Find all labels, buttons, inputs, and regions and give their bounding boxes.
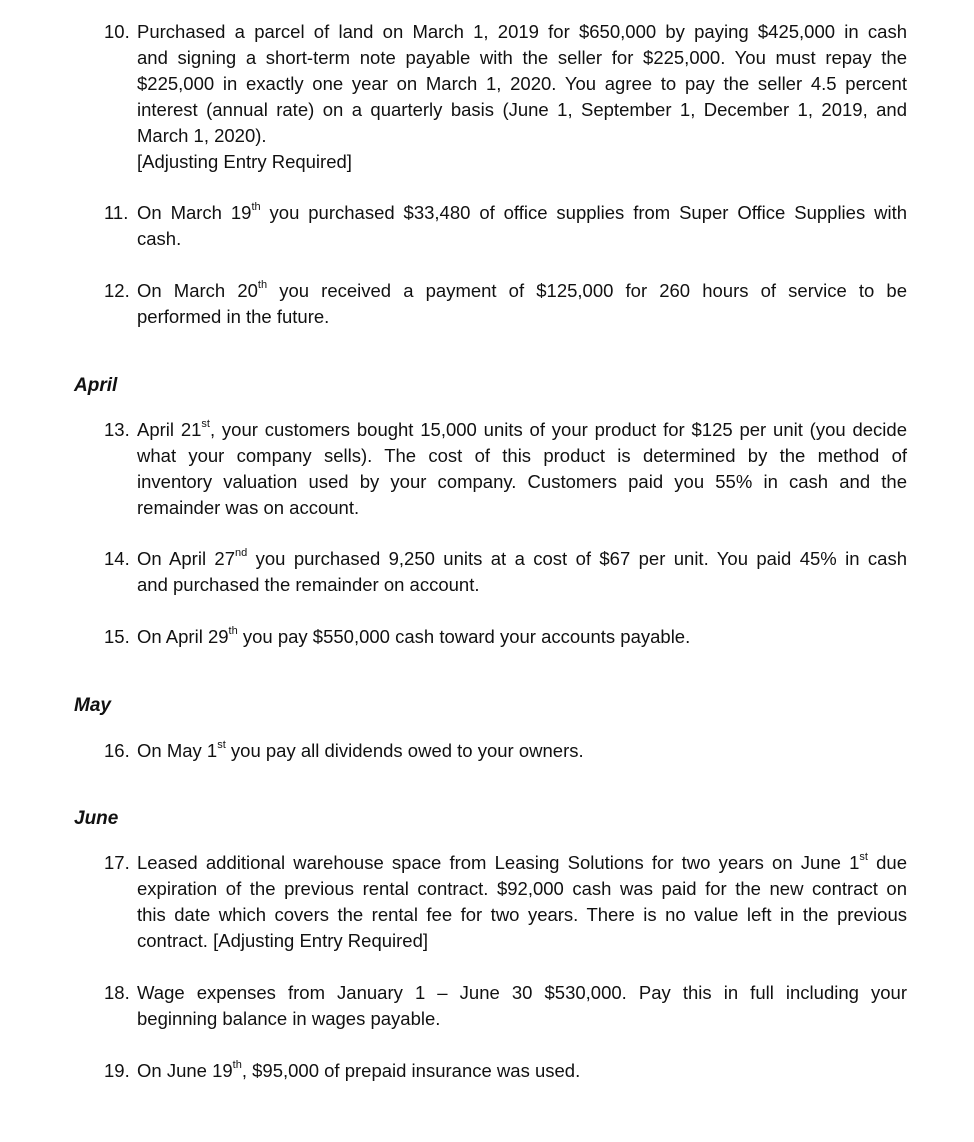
item-number: 16. xyxy=(104,740,130,761)
list-item-16 xyxy=(104,738,907,764)
item-text xyxy=(137,624,907,650)
item-line: interest (annual rate) on a quarterly basis (June 1, September 1, December 1, 2019, and xyxy=(137,99,907,120)
item-line: and signing a short-term note payable with the seller for $225,000. You must repay the xyxy=(137,47,907,68)
item-line: performed in the future. xyxy=(137,306,330,327)
item-line: On June 19th, $95,000 of prepaid insurance was used. xyxy=(137,1058,581,1081)
list-item-12 xyxy=(104,278,907,330)
item-line: inventory valuation used by your company. Customers paid you 55% in cash and the xyxy=(137,471,907,492)
item-number: 10. xyxy=(104,21,130,42)
item-line: cash. xyxy=(137,228,182,249)
list-item-14 xyxy=(104,546,907,598)
item-line: On March 19th you purchased $33,480 of office supplies from Super Office Supplies with xyxy=(137,200,907,223)
item-number: 19. xyxy=(104,1060,130,1081)
list-item-10 xyxy=(104,19,907,175)
item-text xyxy=(137,1058,907,1084)
item-line: and purchased the remainder on account. xyxy=(137,574,480,595)
item-line: contract. [Adjusting Entry Required] xyxy=(137,930,429,951)
item-line: On April 27nd you purchased 9,250 units at a cost of $67 per unit. You paid 45% in cash xyxy=(137,546,907,569)
list-item-19 xyxy=(104,1058,907,1084)
item-line: Leased additional warehouse space from Leasing Solutions for two years on June 1st due xyxy=(137,850,907,873)
item-line: this date which covers the rental fee for two years. There is no value left in the previous xyxy=(137,904,907,925)
item-line: April 21st, your customers bought 15,000 units of your product for $125 per unit (you decide xyxy=(137,417,907,440)
item-text xyxy=(137,278,907,330)
item-number: 14. xyxy=(104,548,130,569)
item-text xyxy=(137,546,907,598)
list-item-18 xyxy=(104,980,907,1032)
item-text xyxy=(137,980,907,1032)
item-line: expiration of the previous rental contract. $92,000 cash was paid for the new contract on xyxy=(137,878,907,899)
item-line: Purchased a parcel of land on March 1, 2019 for $650,000 by paying $425,000 in cash xyxy=(137,21,907,42)
section-heading-june: June xyxy=(74,808,119,829)
item-line: On March 20th you received a payment of $125,000 for 260 hours of service to be xyxy=(137,278,907,301)
item-number: 11. xyxy=(104,202,129,223)
item-line: remainder was on account. xyxy=(137,497,360,518)
item-number: 18. xyxy=(104,982,130,1003)
item-text xyxy=(137,417,907,521)
list-item-13 xyxy=(104,417,907,521)
item-number: 15. xyxy=(104,626,130,647)
list-item-15 xyxy=(104,624,907,650)
item-line: beginning balance in wages payable. xyxy=(137,1008,441,1029)
item-text xyxy=(137,200,907,252)
item-line: On May 1st you pay all dividends owed to your owners. xyxy=(137,738,584,761)
section-heading-may: May xyxy=(74,695,111,716)
item-line: Wage expenses from January 1 – June 30 $530,000. Pay this in full including your xyxy=(137,982,907,1003)
item-line: what your company sells). The cost of this product is determined by the method of xyxy=(137,445,907,466)
item-line: March 1, 2020). xyxy=(137,125,267,146)
item-text xyxy=(137,850,907,954)
list-item-17 xyxy=(104,850,907,954)
list-item-11 xyxy=(104,200,907,252)
item-line: [Adjusting Entry Required] xyxy=(137,151,352,172)
item-line: $225,000 in exactly one year on March 1, 2020. You agree to pay the seller 4.5 percent xyxy=(137,73,907,94)
item-text xyxy=(137,19,907,175)
item-number: 13. xyxy=(104,419,130,440)
item-text xyxy=(137,738,907,764)
item-line: On April 29th you pay $550,000 cash toward your accounts payable. xyxy=(137,624,691,647)
section-heading-april: April xyxy=(74,375,118,396)
item-number: 12. xyxy=(104,280,130,301)
item-number: 17. xyxy=(104,852,130,873)
